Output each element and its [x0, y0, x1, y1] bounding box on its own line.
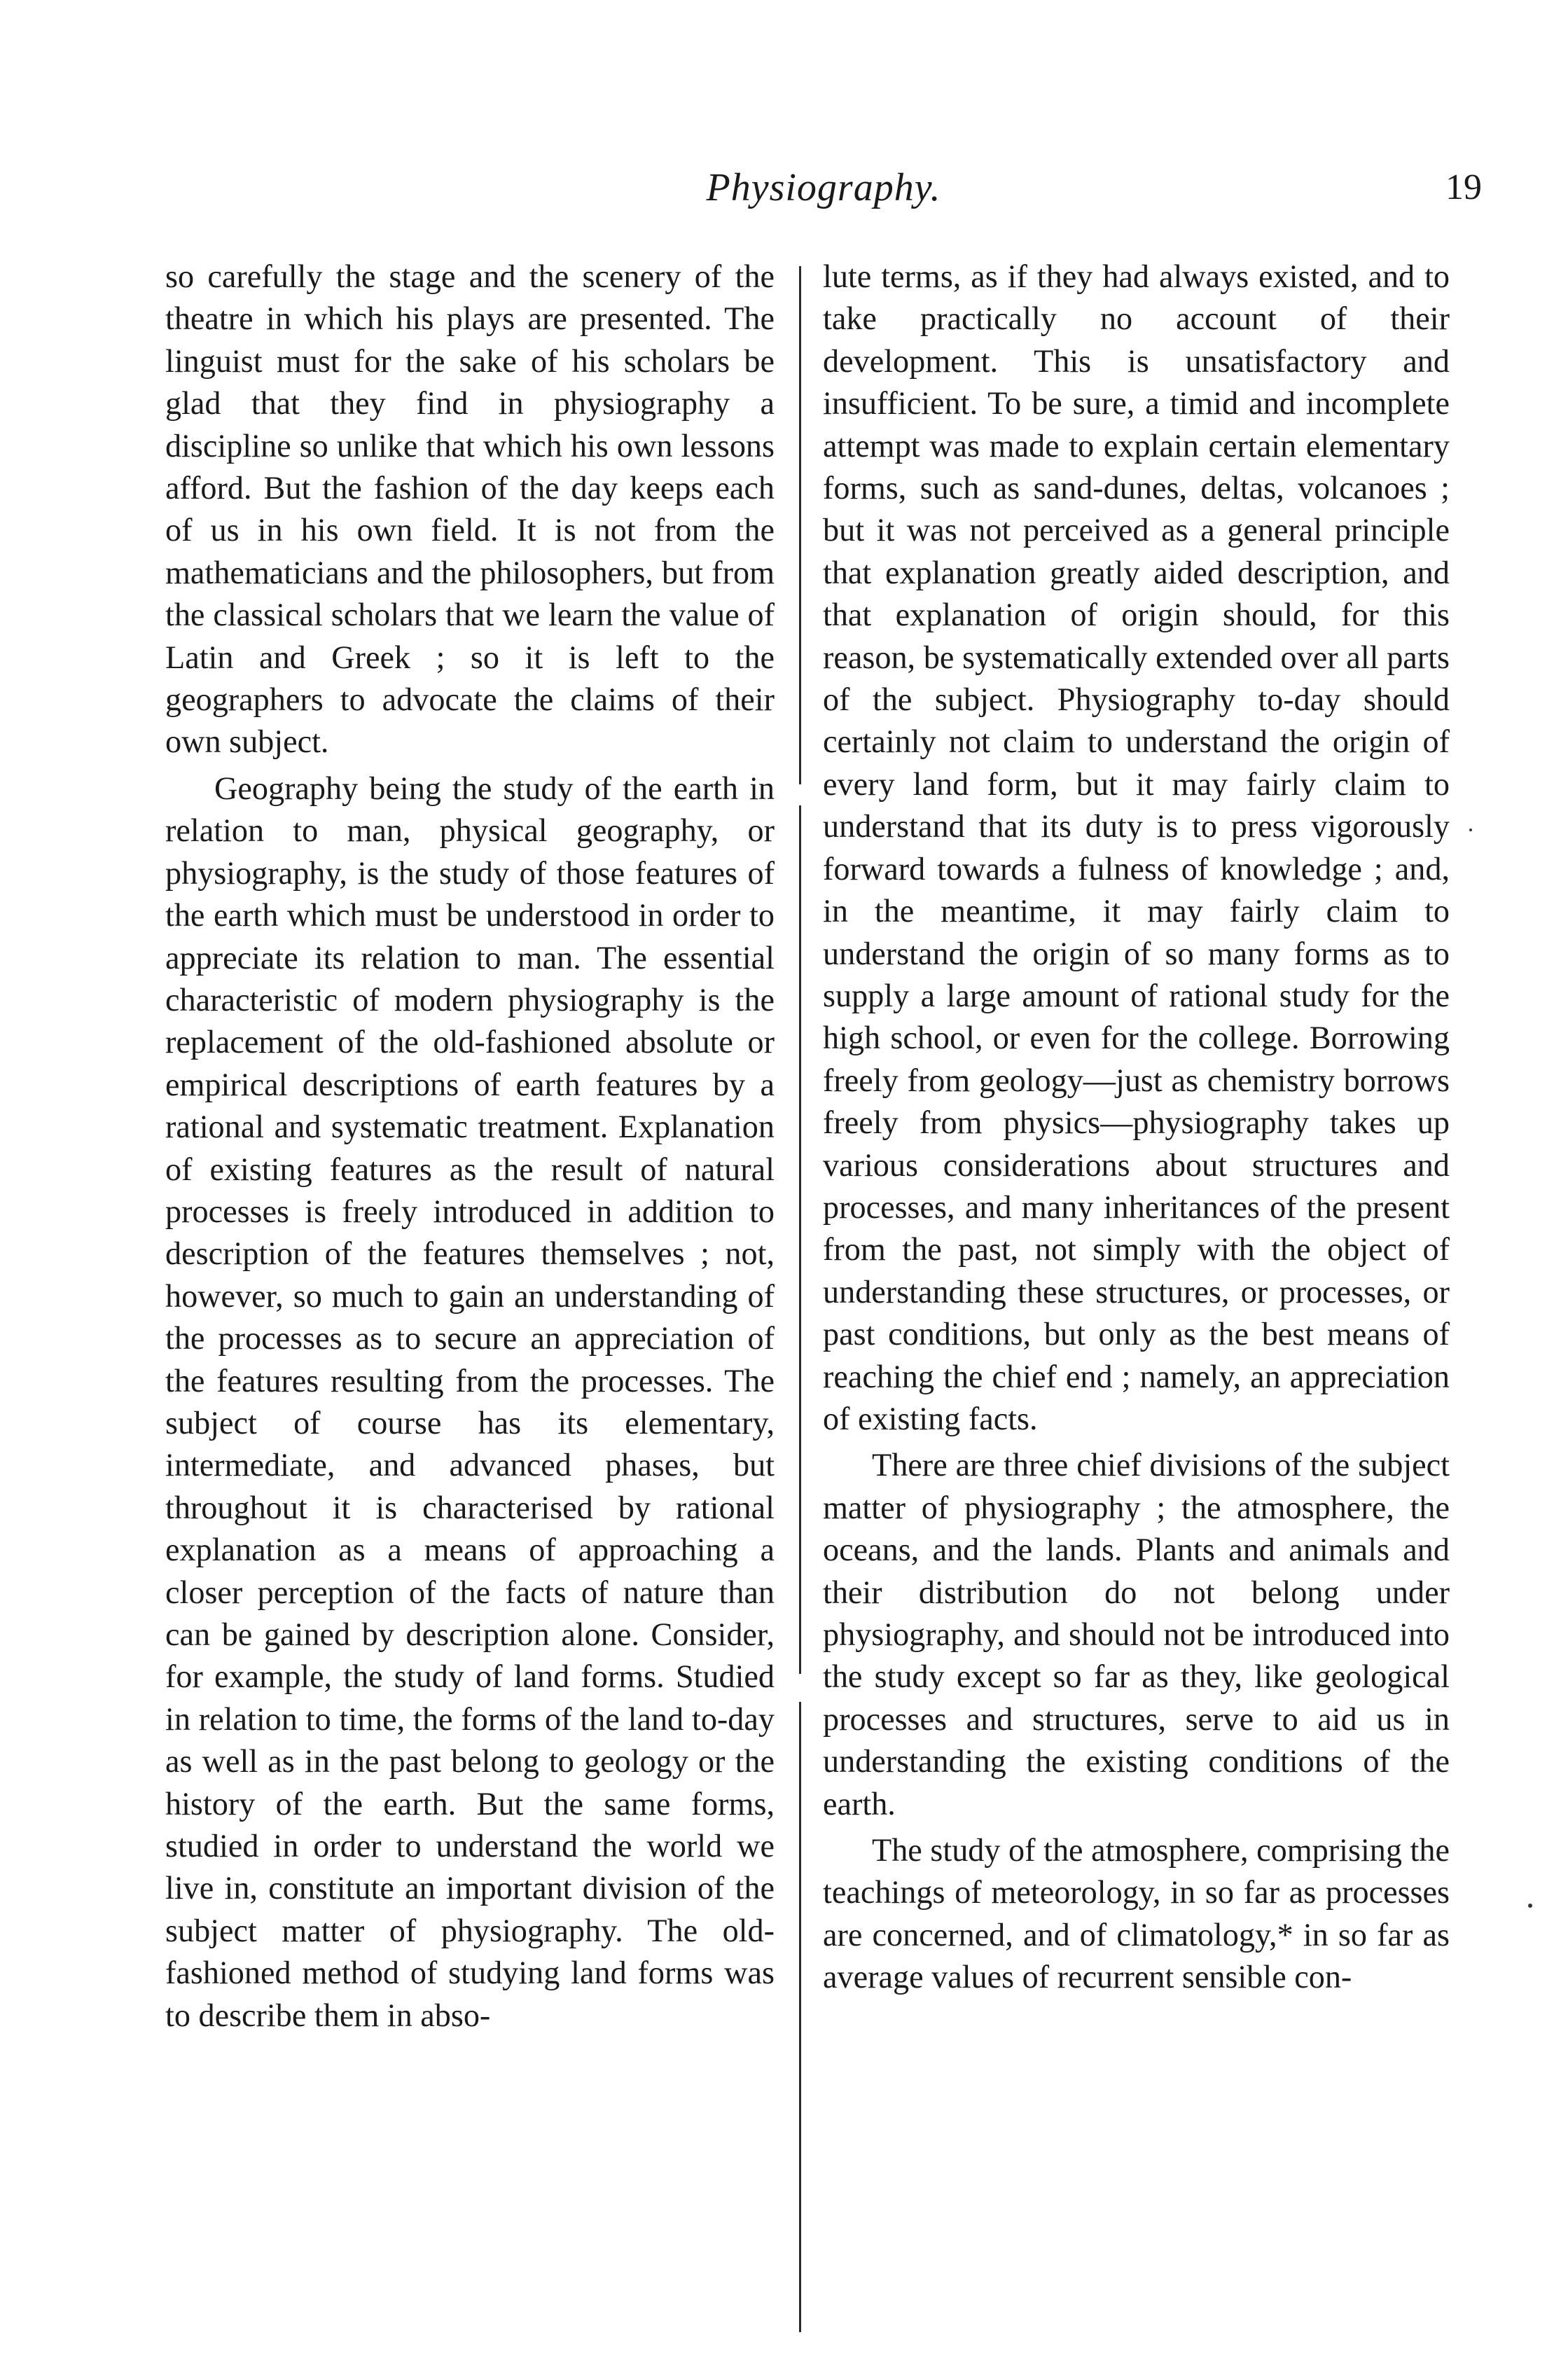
column-rule-middle [799, 805, 801, 1674]
page-number: 19 [1445, 167, 1482, 207]
print-speck [1528, 1904, 1532, 1908]
right-paragraph-3: The study of the atmosphere, comprising the teachings of meteorology, in so far as processes are concerned, and of climatology,* in so far as average values of recurrent sensible con- [823, 1832, 1450, 1995]
left-paragraph-1: so carefully the stage and the scenery of the theatre in which his plays are presented. The linguist must for the sake of his scholars be glad that they find in physiography a discipline so unlike that which his own lessons afford. But the fashion of the day keeps each of us in his own field. It is not from the mathematicians and the philosophers, but from the classical scholars that we learn the value of Latin and Greek ; so it is left to the geographers to advocate the claims of their own subject. [165, 258, 775, 760]
column-rule-top [799, 266, 801, 784]
left-paragraph-2: Geography being the study of the earth in relation to man, physical geography, or physiography, is the study of those features of the earth which must be understood in order to appreciate its relation to man. The essential characteristic of modern physiography is the replacement of the old-fashioned absolute or empirical descriptions of earth features by a rational and systematic treatment. Explanation of existing features as the result of natural processes is freely introduced in addition to description of the features themselves ; not, however, so much to gain an understanding of the processes as to secure an appreciation of the features resulting from the processes. The subject of course has its elementary, intermediate, and advanced phases, but throughout it is characterised by rational explanation as a means of approaching a closer perception of the facts of nature than can be gained by description alone. Consider, for example, the study of land forms. Studied in relation to time, the forms of the land to-day as well as in the past belong to geology or the history of the earth. But the same forms, studied in order to understand the world we live in, constitute an important division of the subject matter of physiography. The old-fashioned method of studying land forms was to describe them in abso- [165, 770, 775, 2033]
running-head [165, 160, 1482, 216]
column-rule-bottom [799, 1702, 801, 2332]
running-title: Physiography. [706, 166, 941, 209]
print-speck [1469, 829, 1472, 831]
right-column [823, 256, 1450, 1999]
right-paragraph-1: lute terms, as if they had always existed, and to take practically no account of their development. This is unsatisfactory and insufficient. To be sure, a timid and incomplete attempt was made to explain certain elementary forms, such as sand-dunes, deltas, volcanoes ; but it was not perceived as a general principle that explanation greatly aided description, and that explanation of origin should, for this reason, be systematically extended over all parts of the subject. Physiography to-day should certainly not claim to understand the origin of every land form, but it may fairly claim to understand that its duty is to press vigorously forward towards a fulness of knowledge ; and, in the meantime, it may fairly claim to understand the origin of so many forms as to supply a large amount of rational study for the high school, or even for the college. Borrowing freely from geology—just as chemistry borrows freely from physics—physiography takes up various considerations about structures and processes, and many inheritances of the present from the past, not simply with the object of understanding these structures, or processes, or past conditions, but only as the best means of reaching the chief end ; namely, an appreciation of existing facts. [823, 258, 1450, 1436]
right-paragraph-2: There are three chief divisions of the subject matter of physiography ; the atmosphere, the oceans, and the lands. Plants and animals and their distribution do not belong under physiography, and should not be introduced into the study except so far as they, like geological processes and structures, serve to aid us in understanding the existing conditions of the earth. [823, 1447, 1450, 1822]
left-column [165, 256, 775, 2037]
